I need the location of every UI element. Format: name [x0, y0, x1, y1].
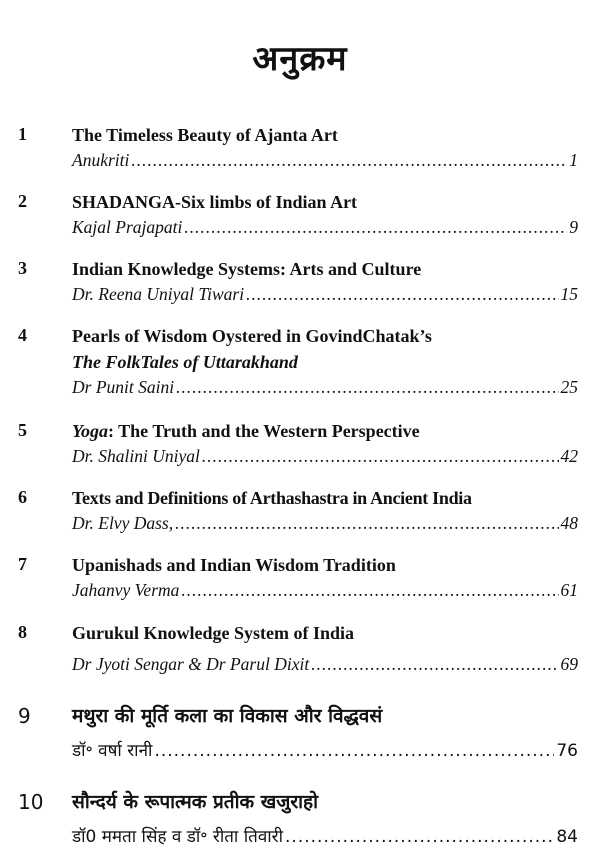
entry-author: Kajal Prajapati — [72, 217, 183, 237]
entry-author: Dr. Reena Uniyal Tiwari — [72, 284, 245, 304]
entry-author-line — [72, 284, 578, 308]
entry-author: Jahanvy Verma — [72, 580, 180, 600]
entry-title-rest: : The Truth and the Western Perspective — [108, 421, 420, 441]
entry-title-italic: Yoga — [72, 421, 108, 441]
entry-author-line — [72, 377, 578, 401]
dot-leader — [131, 150, 567, 171]
entry-number: 5 — [18, 420, 27, 440]
entry-page-number: 9 — [569, 217, 578, 237]
entry-author-line — [72, 580, 578, 604]
entry-title: SHADANGA-Six limbs of Indian Art — [72, 192, 358, 212]
dot-leader — [202, 446, 559, 467]
entry-title-line-2: The FolkTales of Uttarakhand — [72, 352, 298, 372]
entry-author: Dr. Shalini Uniyal — [72, 446, 200, 466]
entry-page-number: 1 — [569, 150, 578, 170]
entry-number: 10 — [18, 790, 44, 814]
entry-page-number: 84 — [556, 827, 578, 847]
entry-page-number: 76 — [556, 741, 578, 761]
dot-leader — [311, 654, 558, 675]
entry-author-line — [72, 513, 578, 537]
entry-page-number: 25 — [560, 377, 578, 397]
entry-author: डॉ0 ममता सिंह व डॉ॰ रीता तिवारी — [72, 827, 284, 847]
entry-title: The Timeless Beauty of Ajanta Art — [72, 125, 338, 145]
entry-author: Dr Jyoti Sengar & Dr Parul Dixit — [72, 654, 310, 674]
entry-title: सौन्दर्य के रूपात्मक प्रतीक खजुराहो — [72, 791, 319, 813]
entry-page-number: 69 — [560, 654, 578, 674]
dot-leader — [176, 377, 558, 398]
entry-title: Gurukul Knowledge System of India — [72, 623, 355, 643]
dot-leader — [181, 580, 558, 601]
entry-title: मथुरा की मूर्ति कला का विकास और विद्धवसं — [72, 705, 383, 727]
entry-number: 7 — [18, 554, 27, 574]
entry-author-line — [72, 654, 578, 678]
entry-author-line — [72, 738, 578, 762]
entry-page-number: 42 — [560, 446, 578, 466]
dot-leader — [154, 741, 554, 761]
entry-number: 2 — [18, 191, 27, 211]
entry-number: 1 — [18, 124, 27, 144]
entry-page-number: 48 — [560, 513, 578, 533]
entry-title: Texts and Definitions of Arthashastra in Ancient India — [72, 488, 472, 508]
entry-page-number: 61 — [560, 580, 578, 600]
entry-author: Dr Punit Saini — [72, 377, 175, 397]
entry-title: Upanishads and Indian Wisdom Tradition — [72, 555, 396, 575]
entry-title: Pearls of Wisdom Oystered in GovindChatak’s — [72, 326, 432, 346]
entry-number: 6 — [18, 487, 27, 507]
entry-author: Anukriti — [72, 150, 130, 170]
dot-leader — [184, 217, 567, 238]
entry-author-line — [72, 150, 578, 174]
entry-number: 3 — [18, 258, 27, 278]
entry-author: Dr. Elvy Dass, — [72, 513, 174, 533]
entry-author-line — [72, 217, 578, 241]
entry-author-line — [72, 446, 578, 470]
entry-page-number: 15 — [560, 284, 578, 304]
page-title: अनुक्रम — [252, 39, 348, 79]
dot-leader — [285, 827, 554, 847]
entry-number: 8 — [18, 622, 27, 642]
entry-title: Indian Knowledge Systems: Arts and Culture — [72, 259, 422, 279]
entry-number: 4 — [18, 325, 27, 345]
entry-author: डॉ॰ वर्षा रानी — [72, 741, 153, 761]
dot-leader — [175, 513, 558, 534]
entry-author-line — [72, 824, 578, 848]
entry-title — [72, 420, 582, 442]
entry-number: 9 — [18, 704, 31, 728]
dot-leader — [246, 284, 558, 305]
